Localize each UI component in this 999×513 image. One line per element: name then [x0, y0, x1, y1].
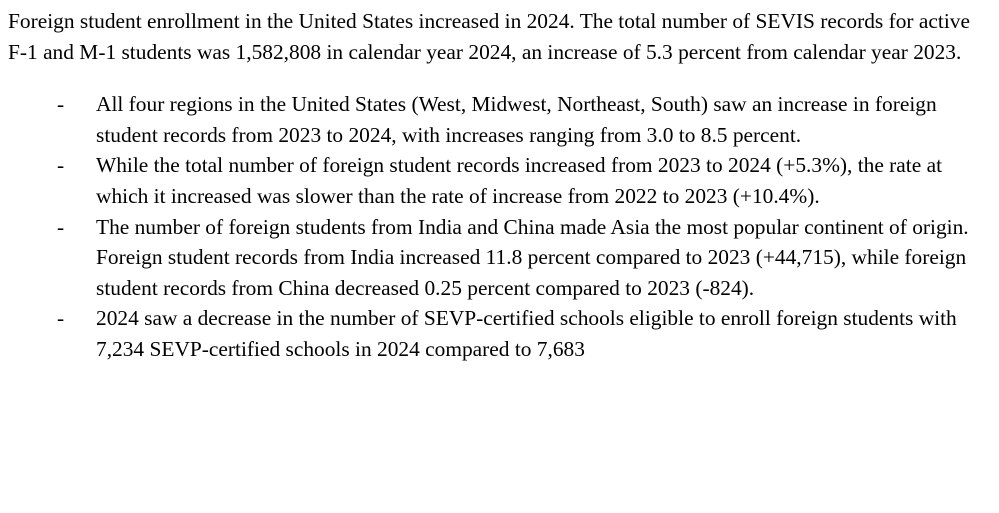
bullet-dash: - — [57, 153, 65, 178]
bullet-text: The number of foreign students from India and China made Asia the most popular continent of origin. Foreign student records from India increased 11.8 percent compared to 2023 (+44,715), while foreign student records from China decreased 0.25 percent compared to 2023 (-824). — [96, 214, 969, 300]
bullet-text: All four regions in the United States (West, Midwest, Northeast, South) saw an increase in foreign student records from 2023 to 2024, with increases ranging from 3.0 to 8.5 percent. — [96, 92, 937, 147]
bullet-dash: - — [57, 306, 65, 331]
document-body — [8, 6, 993, 365]
bullet-item-growth-rate — [8, 150, 986, 211]
bullet-item-regions — [8, 89, 986, 150]
bullet-text: 2024 saw a decrease in the number of SEVP-certified schools eligible to enroll foreign students with 7,234 SEVP-certified schools in 2024 compared to 7,683 — [96, 306, 957, 361]
bullet-dash: - — [57, 92, 65, 117]
bullet-list — [8, 89, 993, 364]
bullet-item-asia-origin — [8, 212, 986, 304]
bullet-text: While the total number of foreign student records increased from 2023 to 2024 (+5.3%), the rate at which it increased was slower than the rate of increase from 2022 to 2023 (+10.4%). — [96, 153, 943, 208]
bullet-dash: - — [57, 214, 65, 239]
bullet-item-sevp-schools — [8, 303, 986, 364]
intro-paragraph: Foreign student enrollment in the United States increased in 2024. The total number of SEVIS records for active F-1 and M-1 students was 1,582,808 in calendar year 2024, an increase of 5.3 percent from calendar year 2023. — [8, 9, 970, 64]
